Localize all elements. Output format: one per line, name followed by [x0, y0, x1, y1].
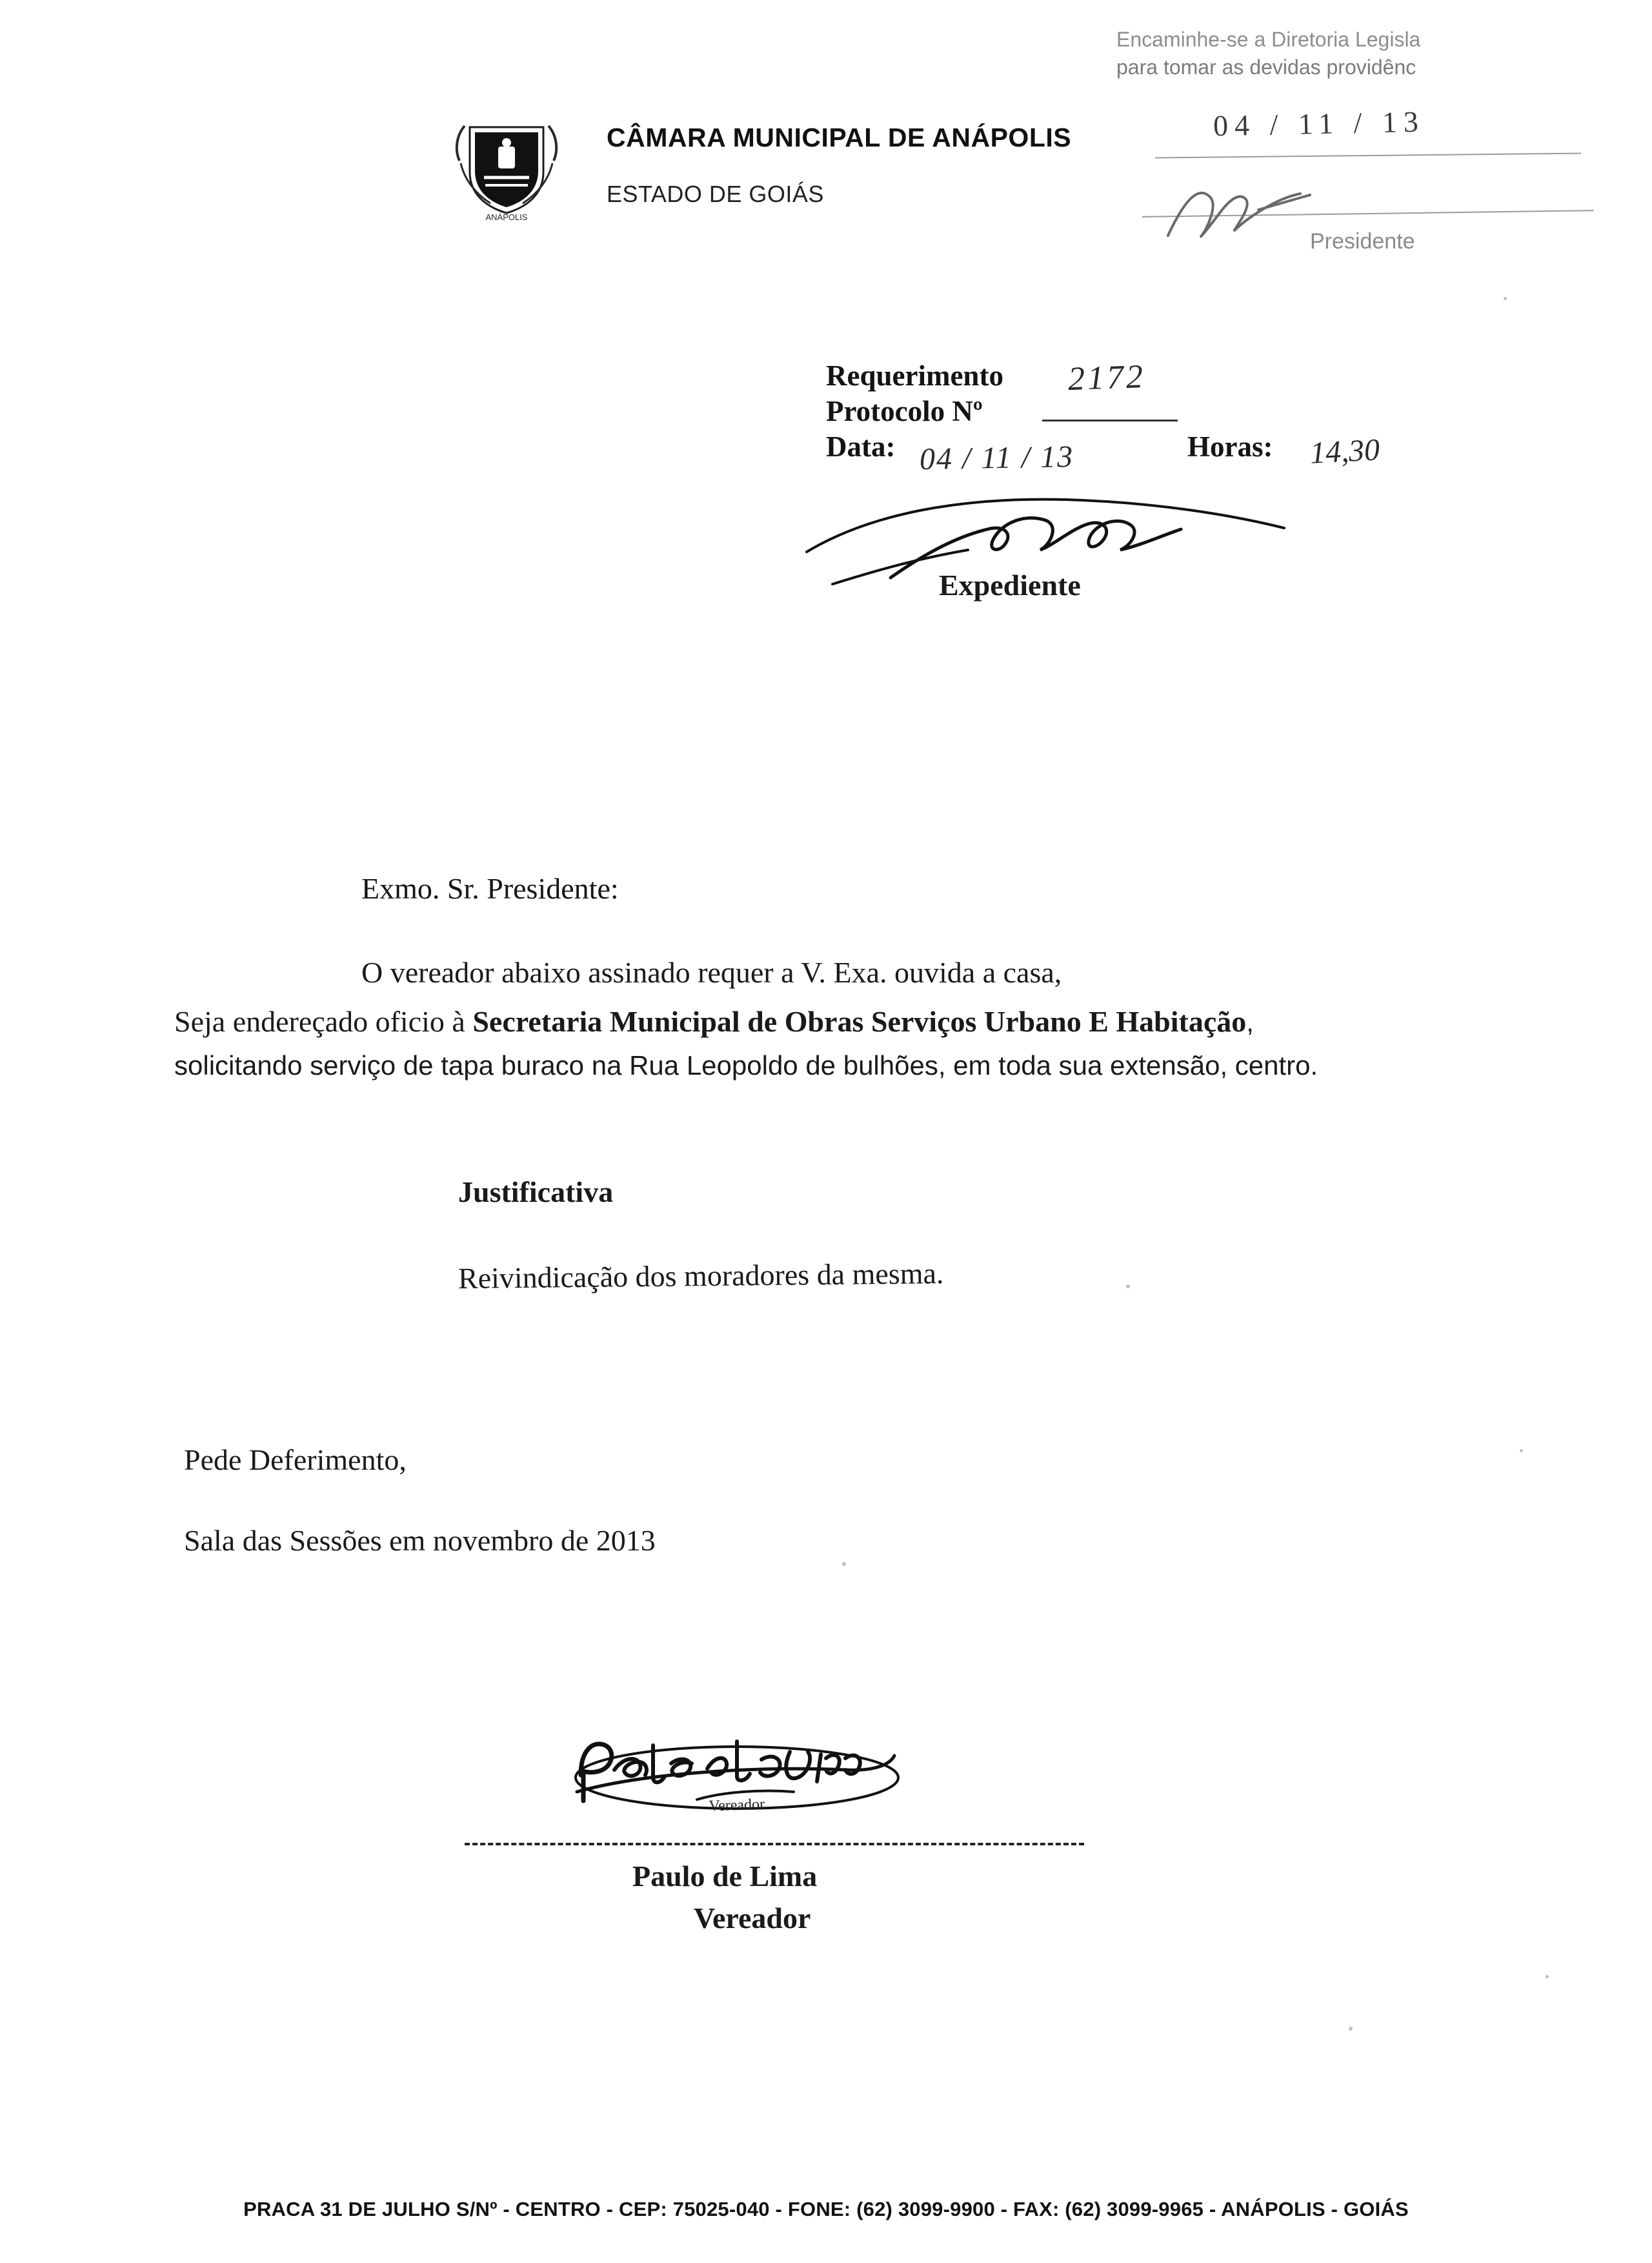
protocol-horas-label: Horas:	[1187, 430, 1273, 463]
routing-stamp-handwritten-date: 04 / 11 / 13	[1213, 105, 1425, 143]
routing-stamp-line-1: Encaminhe-se a Diretoria Legisla	[1116, 28, 1421, 51]
protocol-data-handwritten-value: 04 / 11 / 13	[919, 439, 1074, 477]
signature-divider	[465, 1843, 1084, 1845]
expediente-label: Expediente	[939, 569, 1081, 602]
letterhead-subtitle: ESTADO DE GOIÁS	[607, 181, 824, 207]
protocol-numero-underline	[1042, 420, 1178, 421]
sala-sessoes-line: Sala das Sessões em novembro de 2013	[184, 1524, 656, 1557]
protocol-horas-handwritten-value: 14,30	[1309, 432, 1381, 471]
signer-signature-icon	[568, 1730, 903, 1820]
addressee-line: Exmo. Sr. Presidente:	[361, 872, 619, 905]
president-label: Presidente	[1310, 229, 1415, 254]
body-paragraph-2-bold: Secretaria Municipal de Obras Serviços Urbano E Habitação	[472, 1005, 1247, 1038]
president-signature-icon	[1162, 174, 1329, 252]
coat-of-arms-icon	[445, 113, 568, 223]
scan-speckle	[842, 1562, 846, 1566]
signer-printed-name: Paulo de Lima	[632, 1860, 818, 1893]
signer-printed-role: Vereador	[694, 1902, 811, 1934]
scan-speckle	[1520, 1449, 1523, 1452]
scan-speckle	[1546, 1975, 1549, 1978]
routing-stamp-line-2: para tomar as devidas providênc	[1116, 56, 1416, 79]
svg-text:Vereador: Vereador	[709, 1796, 765, 1815]
scan-speckle	[1504, 297, 1507, 300]
body-paragraph-1: O vereador abaixo assinado requer a V. Exa. ouvida a casa,	[361, 956, 1062, 989]
footer-address: PRACA 31 DE JULHO S/Nº - CENTRO - CEP: 75025-040 - FONE: (62) 3099-9900 - FAX: (62) 3099-9965 - ANÁPOLIS - GOIÁS	[243, 2198, 1409, 2220]
letterhead-title: CÂMARA MUNICIPAL DE ANÁPOLIS	[607, 123, 1072, 152]
protocol-numero-handwritten-value: 2172	[1067, 358, 1146, 398]
scan-speckle	[1349, 2027, 1353, 2031]
body-paragraph-2	[174, 1000, 1381, 1086]
routing-stamp	[1116, 26, 1626, 81]
scan-speckle	[1126, 1284, 1130, 1288]
protocol-requerimento-label: Requerimento	[826, 360, 1003, 392]
justificativa-text: Reivindicação dos moradores da mesma.	[458, 1257, 944, 1295]
justificativa-heading: Justificativa	[458, 1175, 614, 1208]
protocol-numero-label: Protocolo Nº	[826, 394, 983, 427]
pede-deferimento-line: Pede Deferimento,	[184, 1443, 407, 1476]
body-paragraph-2-suffix: , solicitando serviço de tapa buraco na Rua Leopoldo de bulhões, em toda sua extensão, centro.	[174, 1007, 1318, 1081]
svg-text:ANÁPOLIS: ANÁPOLIS	[485, 212, 528, 222]
body-paragraph-2-prefix: Seja endereçado oficio à	[174, 1005, 473, 1038]
routing-stamp-rule-top	[1155, 153, 1581, 159]
protocol-data-label: Data:	[826, 430, 896, 463]
